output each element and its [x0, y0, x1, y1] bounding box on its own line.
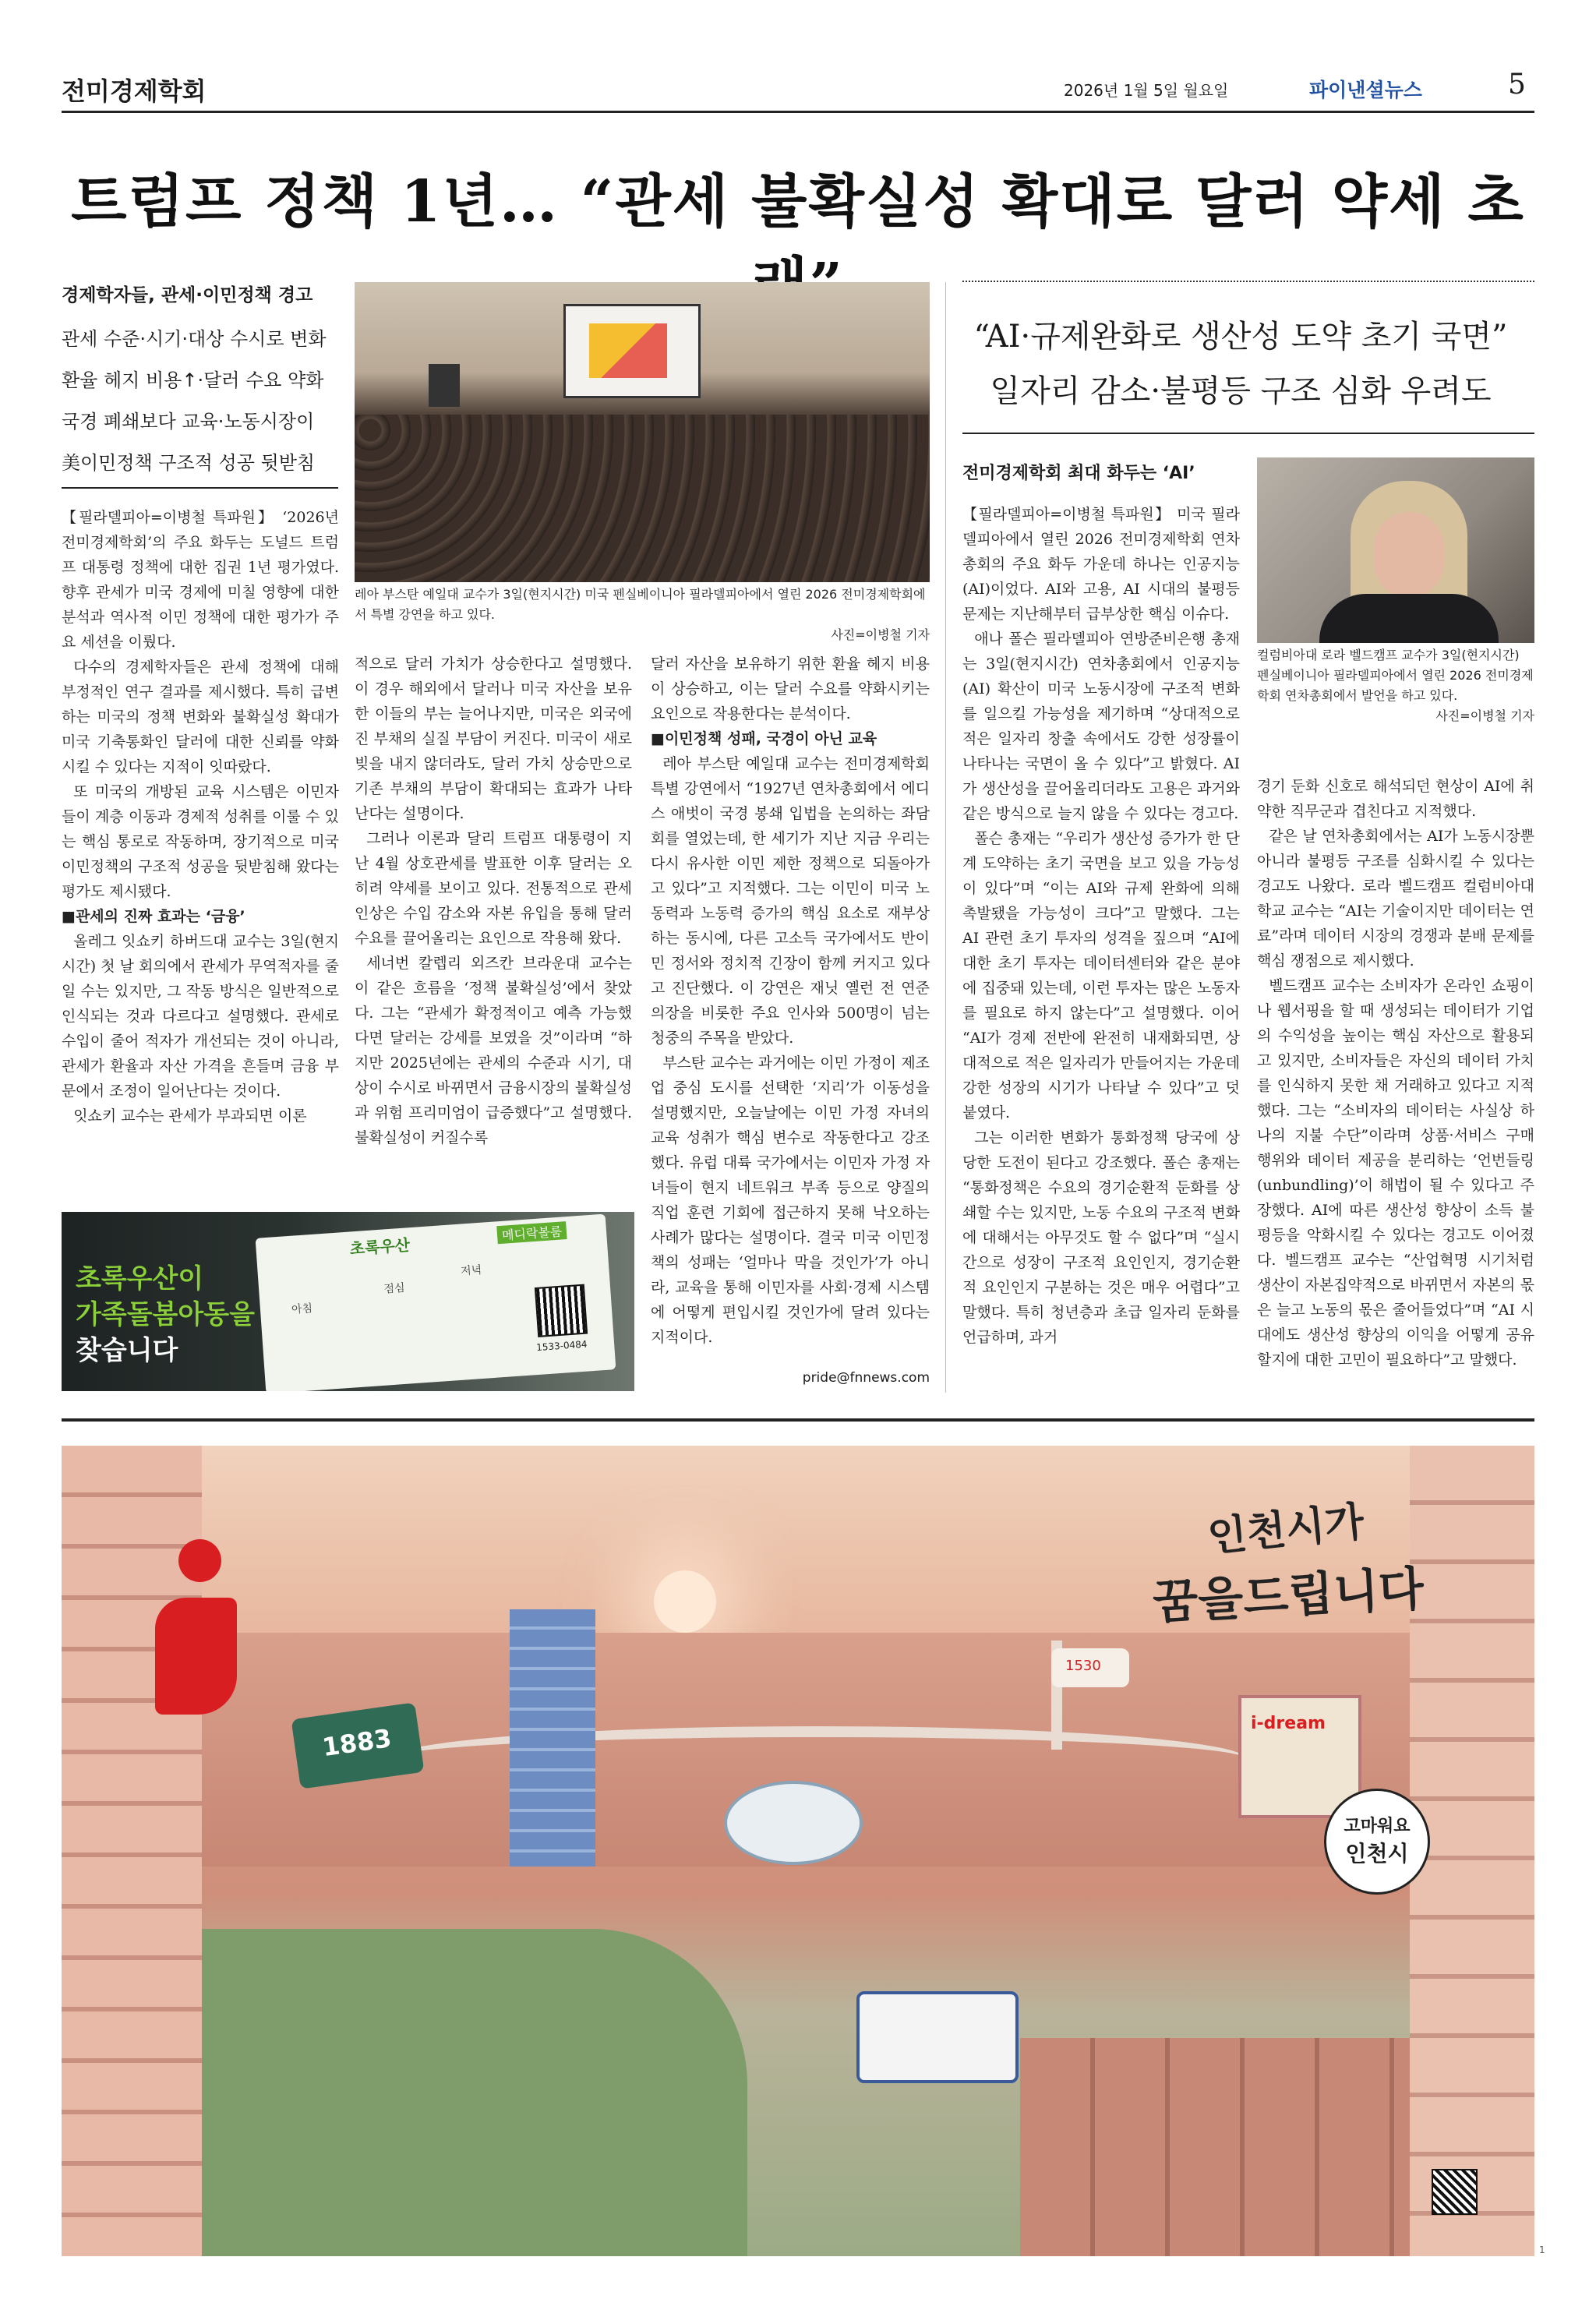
building-number: 1883	[320, 1723, 394, 1763]
ad-badge: 메디락볼룸	[496, 1221, 567, 1244]
screen-chart	[589, 323, 667, 378]
paragraph: 잇쇼키 교수는 관세가 부과되면 이론	[73, 1107, 307, 1125]
ad-line-1: 초록우산이	[76, 1263, 204, 1294]
caption-text: 레아 부스탄 예일대 교수가 3일(현지시간) 미국 펜실베이니아 필라델피아에서 열린 2026 전미경제학회에서 특별 강연을 하고 있다.	[355, 587, 926, 622]
speaker-body	[1319, 594, 1499, 643]
caption-text: 컬럼비아대 로라 벨드캠프 교수가 3일(현지시간) 펜실베이니아 필라델피아에서 열린 2026 전미경제학회 연차총회에서 발언을 하고 있다.	[1257, 648, 1534, 703]
subhead-item: 환율 헤지 비용↑·달러 수요 약화	[62, 369, 324, 391]
column-divider	[945, 282, 946, 1393]
meal-tag-morning: 아침	[291, 1302, 313, 1316]
dream-sign: i-dream	[1251, 1714, 1326, 1733]
paragraph: 세너번 칼렙리 외즈칸 브라운대 교수는 이 같은 흐름을 ‘정책 불확실성’에서 찾았다. 그는 “관세가 확정적이고 예측 가능했다면 달러는 강세를 보였을 것”이라며 “하지만 2025년에는 관세의 수준과 시기, 대상이 수시로 바뀌면서 금융시장의 불확실성과 위험 프리미엄이 급증했다”고 설명했다. 불확실성이 커질수록	[355, 955, 632, 1146]
subhead-item: 美이민정책 구조적 성공 뒷받침	[62, 452, 316, 474]
subhead-lead: 경제학자들, 관세·이민정책 경고	[62, 285, 313, 306]
bubble-line-2: 인천시	[1345, 1841, 1409, 1867]
paragraph: 【필라델피아=이병철 특파원】 ‘2026년 전미경제학회’의 주요 화두는 도널드 트럼프 대통령 정책에 대한 집권 1년 평가였다. 향후 관세가 미국 경제에 미칠 영향에 대한 분석과 역사적 이민 정책에 대한 평가가 주요 세션을 이뤘다.	[62, 509, 339, 651]
slogan-line-1: 인천시가	[1205, 1497, 1367, 1562]
speaker-photo-caption	[1257, 645, 1534, 726]
bubble-line-1: 고마워요	[1344, 1816, 1411, 1836]
paragraph: 올레그 잇쇼키 하버드대 교수는 3일(현지시간) 첫 날 회의에서 관세가 무역적자를 줄일 수는 있지만, 그 작동 방식은 일반적으로 인식되는 것과 다르다고 설명했다. 관세로 수입이 줄어 적자가 개선되는 것이 아니라, 관세가 환율과 자산 가격을 흔들며 금융 부문에서 조정이 일어난다는 것이다.	[62, 933, 339, 1100]
audience	[355, 415, 930, 582]
section-subhead: ■이민정책 성패, 국경이 아닌 교육	[651, 730, 877, 747]
paragraph: 같은 날 연차총회에서는 AI가 노동시장뿐 아니라 불평등 구조를 심화시킬 수 있다는 경고도 나왔다. 로라 벨드캠프 컬럼비아대학교 교수는 “AI는 기술이지만 데이터는 연료”라며 데이터 시장의 경쟁과 분배 문제를 핵심 쟁점으로 제시했다.	[1257, 828, 1534, 970]
incheon-i-logo	[155, 1539, 241, 1726]
paragraph: 【필라델피아=이병철 특파원】 미국 필라델피아에서 열린 2026 전미경제학회 연차총회의 주요 화두 가운데 하나는 인공지능(AI)이었다. AI와 고용, AI 시대의 불평등 문제는 지난해부터 급부상한 핵심 이슈다.	[962, 506, 1240, 623]
right-head-rule	[962, 433, 1534, 434]
speaker-podium	[429, 364, 460, 407]
paragraph: 애나 폴슨 필라델피아 연방준비은행 총재는 3일(현지시간) 연차총회에서 인공지능(AI) 확산이 미국 노동시장에 구조적 변화를 일으킬 가능성을 제기하며 “상대적으로 적은 일자리 창출 속에서도 강한 성장률이 나타나는 국면이 올 수 있다”고 밝혔다. AI가 생산성을 끌어올리더라도 고용은 과거와 같은 방식으로 늘지 않을 수 있다는 경고다.	[962, 630, 1240, 822]
logo-dot	[178, 1539, 221, 1582]
right-column-1	[962, 502, 1240, 1350]
logo-stem	[155, 1598, 237, 1715]
paragraph: 벨드캠프 교수는 소비자가 온라인 쇼핑이나 웹서핑을 할 때 생성되는 데이터가 기업의 수익성을 높이는 핵심 자산으로 활용되고 있지만, 소비자들은 자신의 데이터 가치를 인식하지 못한 채 거래하고 있다고 지적했다. 그는 “소비자의 데이터는 사실상 하나의 지불 수단”이라며 상품·서비스 구매 행위와 데이터 제공을 분리하는 ‘언번들링(unbundling)’이 해법이 될 수 있다고 주장했다. AI에 따른 생산성 향상이 소득 불평등을 악화시킬 수 있다는 경고도 이어졌다. 벨드캠프 교수는 “산업혁명 시기처럼 생산이 자본집약적으로 바뀌면서 자본의 몫은 늘고 노동의 몫은 줄어들었다”며 “AI 시대에도 생산성 향상의 이익을 어떻게 공유할지에 대한 고민이 필요하다”고 말했다.	[1257, 977, 1534, 1369]
thanks-bubble	[1324, 1789, 1430, 1895]
right-headline-1: “AI·규제완화로 생산성 도약 초기 국면”	[973, 319, 1508, 355]
photo-credit: 사진=이병철 기자	[1435, 708, 1534, 723]
subhead-item: 관세 수준·시기·대상 수시로 변화	[62, 328, 327, 350]
paragraph: 폴슨 총재는 “우리가 생산성 증가가 한 단계 도약하는 초기 국면을 보고 있을 가능성이 있다”며 “이는 AI와 규제 완화에 의해 촉발됐을 가능성이 크다”고 말했다. 그는 AI 관련 초기 투자의 성격을 짚으며 “AI에 대한 초기 투자는 데이터센터와 같은 분야에 집중돼 있는데, 이런 투자는 많은 노동자를 필요로 하지 않는다”고 설명했다. 이어 “AI가 경제 전반에 완전히 내재화되면, 상대적으로 적은 일자리가 만들어지는 가운데 강한 성장의 시기가 나타날 수 있다”고 덧붙였다.	[962, 830, 1240, 1121]
article-column-1	[62, 505, 339, 1128]
reporter-email[interactable]: pride@fnnews.com	[802, 1370, 930, 1386]
paper-logo: 파이낸셜뉴스	[1309, 79, 1422, 101]
blue-tower	[510, 1609, 595, 1867]
main-headline: 트럼프 정책 1년… “관세 불확실성 확대로 달러 약세 초	[71, 168, 1525, 235]
speaker-face	[1374, 512, 1444, 598]
slogan-line-2: 꿈을드립니다	[1151, 1561, 1425, 1631]
section-subhead: ■관세의 진짜 효과는 ‘금융’	[62, 908, 245, 925]
ad-divider	[62, 1418, 1534, 1422]
meal-tag-dinner: 저녁	[460, 1263, 482, 1278]
paragraph: 레아 부스탄 예일대 교수는 전미경제학회 특별 강연에서 “1927년 연차총회에서 에디스 애벗이 국경 봉쇄 입법을 논의하는 좌담회를 열었는데, 한 세기가 지난 지금 우리는 다시 유사한 이민 제한 정책으로 되돌아가고 있다”고 지적했다. 그는 이민이 미국 노동력과 노동력 증가의 핵심 요소로 재부상하는 동시에, 다른 고소득 국가에서도 반이민 정서와 정치적 긴장이 함께 커지고 있다고 진단했다. 이 강연은 재닛 옐런 전 연준 의장을 비롯한 주요 인사와 500명이 넘는 청중의 주목을 받았다.	[651, 755, 930, 1047]
paragraph: 부스탄 교수는 과거에는 이민 가정이 제조업 중심 도시를 선택한 ‘지리’가 이동성을 설명했지만, 오늘날에는 이민 가정 자녀의 교육 성취가 핵심 변수로 작동한다고 강조했다. 유럽 대륙 국가에서는 이민자 가정 자녀들이 현지 네트워크 부족 등으로 양질의 직업 훈련 기회에 접근하지 못해 낙오하는 사례가 많다는 설명이다. 결국 미국 이민정책의 성패는 ‘얼마나 막을 것인가’가 아니라, 교육을 통해 이민자를 사회·경제 시스템에 어떻게 편입시킬 것인가에 달려 있다는 지적이다.	[651, 1054, 930, 1346]
ad-phone: 1533-0484	[535, 1338, 588, 1354]
paragraph: 또 미국의 개방된 교육 시스템은 이민자들이 계층 이동과 경제적 성취를 이룰 수 있는 핵심 통로로 작동하며, 장기적으로 미국 이민정책의 구조적 성공을 뒷받침해 왔다는 평가도 제시됐다.	[62, 783, 339, 900]
paragraph: 달러 자산을 보유하기 위한 환율 헤지 비용이 상승하고, 이는 달러 수요를 약화시키는 요인으로 작용한다는 분석이다.	[651, 655, 930, 722]
stadium	[724, 1781, 863, 1865]
projector-screen	[563, 304, 701, 398]
ad-line-2: 가족돌봄아동을	[76, 1299, 255, 1330]
incheon-ad[interactable]	[62, 1446, 1534, 2256]
paragraph: 적으로 달러 가치가 상승한다고 설명했다. 이 경우 해외에서 달러나 미국 자산을 보유한 이들의 부는 늘어나지만, 미국은 외국에 진 부채의 실질 부담이 커진다. 미국이 새로 빚을 내지 않더라도, 달러 가치 상승만으로 기존 부채의 부담이 확대되는 효과가 나타난다는 설명이다.	[355, 655, 632, 822]
header-rule	[62, 111, 1534, 113]
green-umbrella-ad[interactable]	[62, 1212, 634, 1391]
issue-date: 2026년 1월 5일 월요일	[1064, 81, 1229, 100]
ad-corner-mark: 1	[1539, 2245, 1545, 2255]
page-number: 5	[1508, 69, 1526, 101]
ad-line-3: 찾습니다	[76, 1335, 178, 1366]
conference-photo	[355, 282, 930, 582]
sunset-sun	[654, 1570, 716, 1633]
qr-code[interactable]	[1433, 2170, 1476, 2213]
meal-tag-lunch: 점심	[383, 1281, 406, 1296]
right-column-2	[1257, 774, 1534, 1372]
subhead-item: 국경 폐쇄보다 교육·노동시장이	[62, 411, 315, 433]
paragraph: 그러나 이론과 달리 트럼프 대통령이 지난 4월 상호관세를 발표한 이후 달러는 오히려 약세를 보이고 있다. 전통적으로 관세 인상은 수입 감소와 자본 유입을 통해 달러 수요를 끌어올리는 요인으로 작용해 왔다.	[355, 830, 632, 947]
ferry-number: 1530	[1065, 1658, 1101, 1674]
qr-code[interactable]	[536, 1286, 586, 1336]
article-column-2	[355, 652, 632, 1150]
section-title: 전미경제학회	[62, 76, 207, 106]
paragraph: 그는 이러한 변화가 통화정책 당국에 상당한 도전이 된다고 강조했다. 폴슨 총재는 “통화정책은 수요의 경기순환적 둔화를 상쇄할 수는 있지만, 노동 수요의 구조적 변화에 대해서는 아무것도 할 수 없다”며 “실시간으로 성장이 구조적 요인인지, 경기순환적 요인인지 구분하는 것은 매우 어렵다”고 말했다. 특히 청년층과 초급 일자리 둔화를 언급하며, 과거	[962, 1129, 1240, 1346]
paragraph: 경기 둔화 신호로 해석되던 현상이 AI에 취약한 직무군과 겹친다고 지적했다.	[1257, 778, 1534, 820]
photo-credit: 사진=이병철 기자	[831, 627, 930, 642]
ferry	[1051, 1648, 1129, 1687]
plaza-buildings	[1020, 2038, 1410, 2256]
right-headline-2: 일자리 감소·불평등 구조 심화 우려도	[990, 373, 1492, 409]
speaker-photo	[1257, 457, 1534, 643]
paragraph: 다수의 경제학자들은 관세 정책에 대해 부정적인 연구 결과를 제시했다. 특히 급변하는 미국의 정책 변화와 불확실성 확대가 미국 기축통화인 달러에 대한 신뢰를 약화시킬 수 있다는 지적이 잇따랐다.	[62, 659, 339, 775]
right-subhead: 전미경제학회 최대 화두는 ‘AI’	[962, 464, 1195, 483]
right-top-rule	[962, 281, 1534, 282]
city-park	[202, 1929, 747, 2256]
subhead-rule	[62, 487, 338, 489]
city-bus	[856, 1991, 1019, 2083]
ad-brand: 초록우산	[348, 1235, 411, 1259]
photo-caption	[355, 585, 930, 645]
article-column-3	[651, 652, 930, 1350]
subhead-list	[62, 281, 342, 475]
ad-package	[256, 1214, 616, 1391]
